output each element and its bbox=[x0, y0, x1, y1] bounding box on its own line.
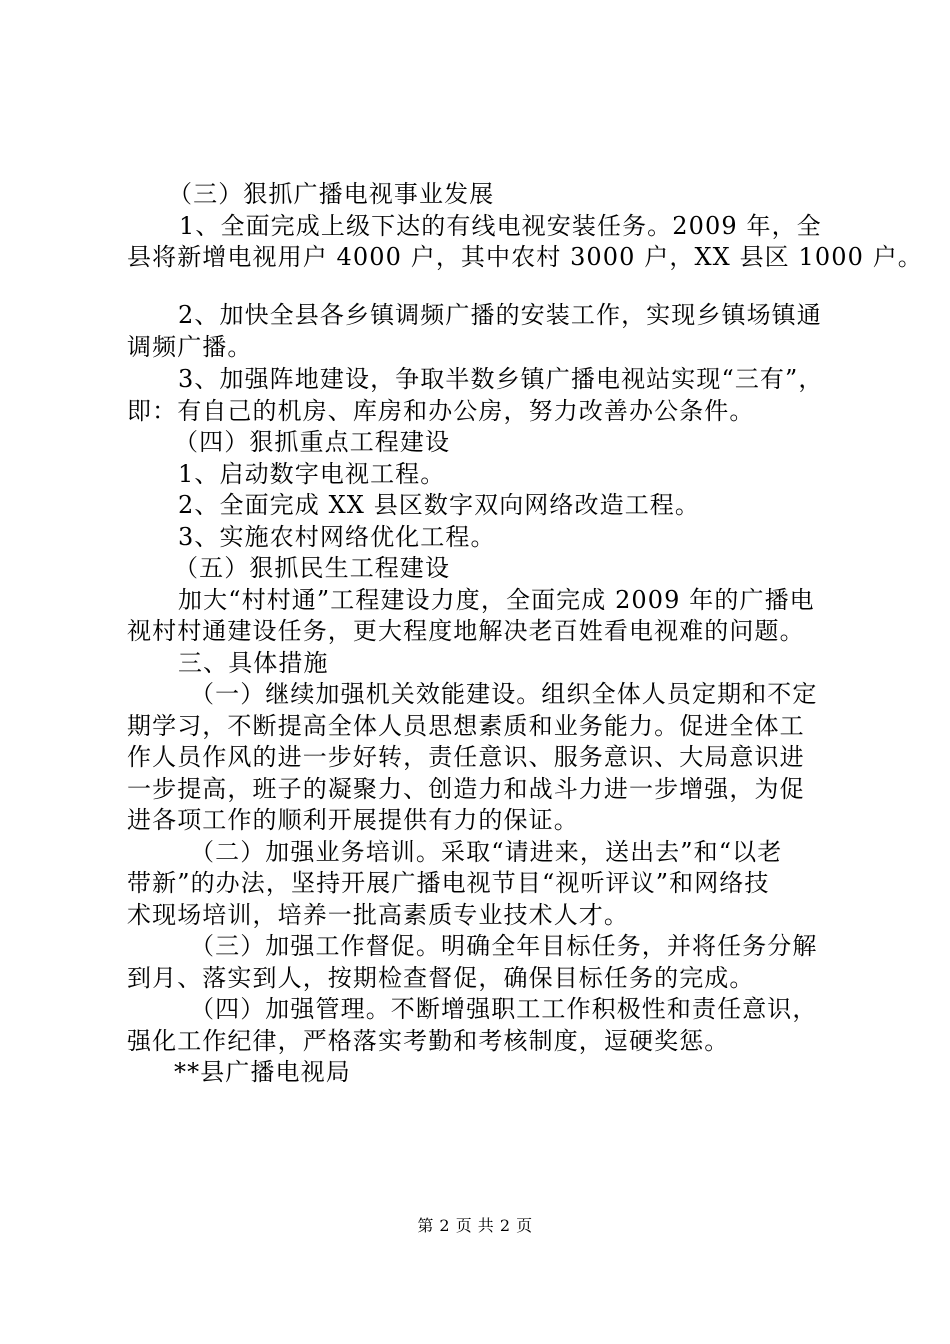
section-heading-5: （五）狠抓民生工程建设 bbox=[174, 554, 451, 582]
paragraph-line: 期学习，不断提高全体人员思想素质和业务能力。促进全体工 bbox=[127, 712, 805, 740]
paragraph-line: 县将新增电视用户 4000 户，其中农村 3000 户，XX 县区 1000 户。 bbox=[127, 243, 923, 271]
paragraph-line: （三）加强工作督促。明确全年目标任务，并将任务分解 bbox=[190, 932, 818, 960]
paragraph-line: 2、加快全县各乡镇调频广播的安装工作，实现乡镇场镇通 bbox=[178, 301, 822, 329]
paragraph-line: 1、全面完成上级下达的有线电视安装任务。2009 年，全 bbox=[179, 212, 822, 240]
paragraph-line: 到月、落实到人，按期检查督促，确保目标任务的完成。 bbox=[127, 964, 755, 992]
signature-line: **县广播电视局 bbox=[174, 1058, 351, 1086]
paragraph-line: 视村村通建设任务，更大程度地解决老百姓看电视难的问题。 bbox=[127, 617, 805, 645]
paragraph-line: 术现场培训，培养一批高素质专业技术人才。 bbox=[127, 901, 629, 929]
paragraph-line: （一）继续加强机关效能建设。组织全体人员定期和不定 bbox=[190, 680, 818, 708]
section-heading-4: （四）狠抓重点工程建设 bbox=[174, 428, 451, 456]
paragraph-line: 即：有自己的机房、库房和办公房，努力改善办公条件。 bbox=[127, 397, 755, 425]
paragraph-line: 3、加强阵地建设，争取半数乡镇广播电视站实现“三有”， bbox=[178, 365, 824, 393]
paragraph-line: （二）加强业务培训。采取“请进来，送出去”和“以老 bbox=[190, 838, 783, 866]
paragraph-line: 2、全面完成 XX 县区数字双向网络改造工程。 bbox=[178, 491, 700, 519]
paragraph-line: 作人员作风的进一步好转，责任意识、服务意识、大局意识进 bbox=[127, 743, 805, 771]
paragraph-line: 1、启动数字电视工程。 bbox=[178, 460, 446, 488]
paragraph-line: （四）加强管理。不断增强职工工作积极性和责任意识， bbox=[190, 995, 818, 1023]
section-heading-3: （三）狠抓广播电视事业发展 bbox=[168, 180, 495, 208]
paragraph-line: 一步提高，班子的凝聚力、创造力和战斗力进一步增强，为促 bbox=[127, 775, 805, 803]
paragraph-line: 3、实施农村网络优化工程。 bbox=[178, 523, 496, 551]
paragraph-line: 加大“村村通”工程建设力度，全面完成 2009 年的广播电 bbox=[178, 586, 815, 614]
section-heading-measures: 三、具体措施 bbox=[178, 649, 329, 677]
paragraph-line: 调频广播。 bbox=[127, 333, 253, 361]
paragraph-line: 带新”的办法，坚持开展广播电视节目“视听评议”和网络技 bbox=[127, 869, 770, 897]
page-number-footer: 第 2 页 共 2 页 bbox=[417, 1216, 533, 1235]
paragraph-line: 进各项工作的顺利开展提供有力的保证。 bbox=[127, 806, 579, 834]
paragraph-line: 强化工作纪律，严格落实考勤和考核制度，逗硬奖惩。 bbox=[127, 1027, 730, 1055]
